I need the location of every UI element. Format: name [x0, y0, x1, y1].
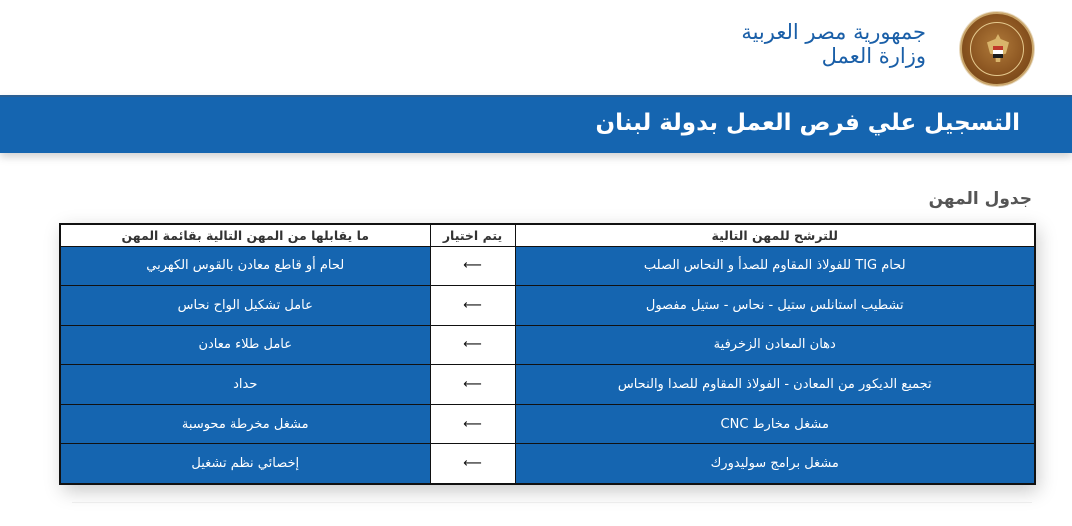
- table-row: [60, 325, 1035, 365]
- table-row: [60, 404, 1035, 444]
- table-row: [60, 365, 1035, 405]
- table-row: [60, 246, 1035, 286]
- match-cell: حداد: [60, 365, 430, 405]
- job-cell: دهان المعادن الزخرفية: [515, 325, 1035, 365]
- page-banner: [0, 95, 1072, 153]
- job-cell: تجميع الديكور من المعادن - الفولاذ المقاوم للصدا والنحاس: [515, 365, 1035, 405]
- arrow-left-icon: ⟵: [430, 365, 515, 405]
- flag-shield-icon: [993, 46, 1003, 58]
- column-header-job: للترشح للمهن التالية: [515, 224, 1035, 246]
- job-cell: لحام TIG للفولاذ المقاوم للصدأ و النحاس الصلب: [515, 246, 1035, 286]
- arrow-left-icon: ⟵: [430, 325, 515, 365]
- jobs-table-container: [59, 223, 1034, 485]
- arrow-left-icon: ⟵: [430, 246, 515, 286]
- column-header-select: يتم اختيار: [430, 224, 515, 246]
- ministry-emblem-icon[interactable]: [960, 12, 1034, 86]
- job-cell: مشغل مخارط CNC: [515, 404, 1035, 444]
- match-cell: مشغل مخرطة محوسبة: [60, 404, 430, 444]
- match-cell: عامل تشكيل الواح نحاس: [60, 286, 430, 326]
- section-title: جدول المهن: [928, 189, 1032, 209]
- job-cell: مشغل برامج سوليدورك: [515, 444, 1035, 484]
- ministry-name: وزارة العمل: [821, 44, 926, 68]
- page-title: التسجيل علي فرص العمل بدولة لبنان: [595, 110, 1020, 136]
- match-cell: عامل طلاء معادن: [60, 325, 430, 365]
- site-header: [0, 0, 1072, 95]
- jobs-table: [59, 223, 1036, 485]
- arrow-left-icon: ⟵: [430, 404, 515, 444]
- country-name: جمهورية مصر العربية: [741, 20, 926, 44]
- arrow-left-icon: ⟵: [430, 444, 515, 484]
- divider: [72, 502, 1032, 503]
- match-cell: لحام أو قاطع معادن بالقوس الكهربي: [60, 246, 430, 286]
- table-row: [60, 444, 1035, 484]
- job-cell: تشطيب استانلس ستيل - نحاس - ستيل مفصول: [515, 286, 1035, 326]
- column-header-match: ما يقابلها من المهن التالية بقائمة المهن: [60, 224, 430, 246]
- table-header-row: [60, 224, 1035, 246]
- match-cell: إخصائي نظم تشغيل: [60, 444, 430, 484]
- arrow-left-icon: ⟵: [430, 286, 515, 326]
- organization-name: [741, 20, 926, 68]
- table-row: [60, 286, 1035, 326]
